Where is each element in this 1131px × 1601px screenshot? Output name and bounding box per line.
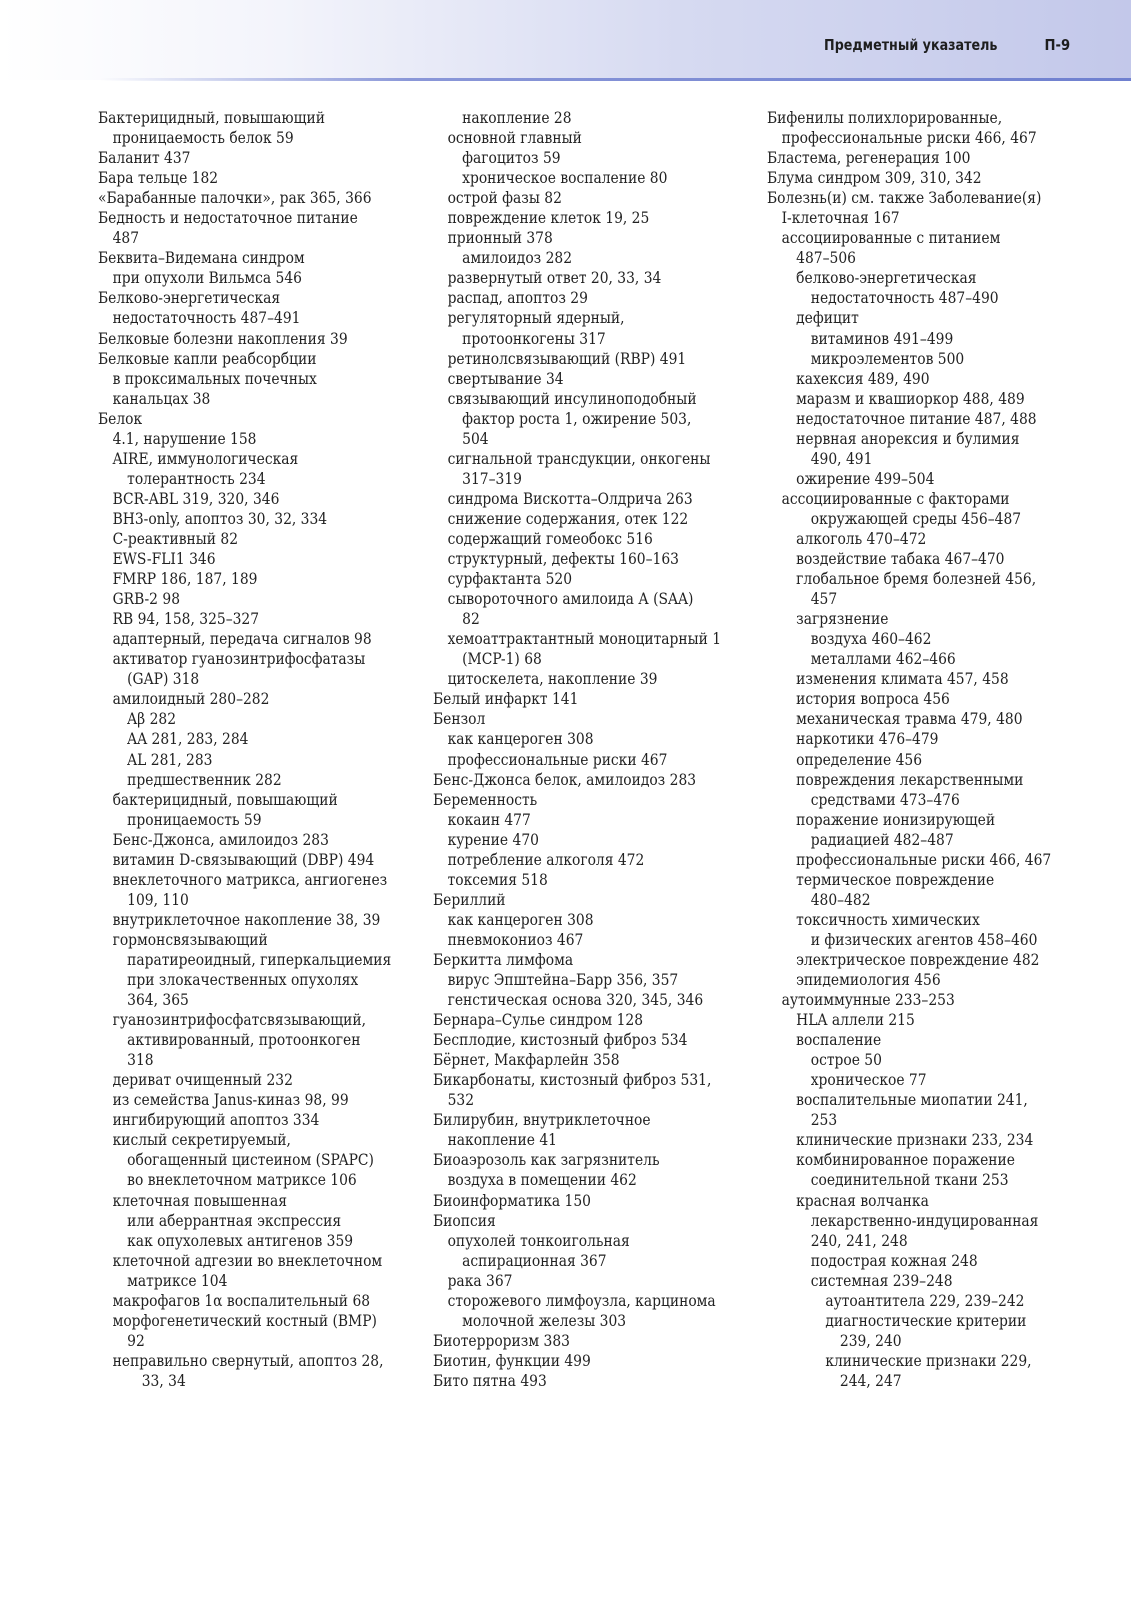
index-entry: механическая травма 479, 480 — [796, 710, 1023, 729]
index-entry: Бара тельце 182 — [98, 169, 219, 188]
index-entry: токсичность химических — [796, 910, 980, 929]
index-entry: как канцероген 308 — [447, 910, 594, 929]
index-entry: 4.1, нарушение 158 — [112, 429, 257, 448]
index-entry: витаминов 491–499 — [810, 329, 954, 348]
index-entry: Бифенилы полихлорированные, — [767, 109, 1003, 127]
index-entry: микроэлементов 500 — [810, 349, 965, 368]
index-entry: ассоциированные с факторами — [781, 489, 1010, 508]
index-entry: 239, 240 — [839, 1331, 902, 1350]
index-entry: канальцах 38 — [112, 389, 211, 408]
index-entry: клеточная повышенная — [112, 1191, 287, 1210]
index-entry: активированный, протоонкоген — [127, 1031, 361, 1050]
index-entry: Белковые болезни накопления 39 — [98, 329, 348, 348]
index-entry: аутоиммунные 233–253 — [781, 991, 955, 1010]
index-entry: дефицит — [796, 309, 859, 328]
index-entry: ожирение 499–504 — [796, 469, 935, 488]
index-entry: клеточной адгезии во внеклеточном — [112, 1251, 383, 1270]
index-entry: Биопсия — [433, 1211, 496, 1230]
index-entry: 92 — [127, 1331, 145, 1350]
index-entry: дериват очищенный 232 — [112, 1071, 293, 1090]
index-entry: клинические признаки 233, 234 — [796, 1131, 1034, 1150]
index-entry: 457 — [810, 590, 838, 609]
page-number: П-9 — [1044, 36, 1070, 54]
index-entry: Бериллий — [433, 890, 506, 909]
index-entry: Биоинформатика 150 — [433, 1191, 591, 1210]
index-entry: гуанозинтрифосфатсвязывающий, — [112, 1011, 367, 1030]
index-entry: эпидемиология 456 — [796, 971, 941, 990]
index-entry: комбинированное поражение — [796, 1151, 1015, 1170]
index-entry: ассоциированные с питанием — [781, 229, 1001, 248]
index-entry: Беркитта лимфома — [433, 950, 574, 969]
index-entry: 253 — [810, 1111, 838, 1130]
index-entry: Бедность и недостаточное питание — [98, 209, 358, 228]
index-entry: воздуха в помещении 462 — [447, 1171, 637, 1190]
index-entry: распад, апоптоз 29 — [447, 289, 588, 308]
index-entry: Биотерроризм 383 — [433, 1331, 570, 1350]
index-entry: маразм и квашиоркор 488, 489 — [796, 389, 1025, 408]
index-entry: 490, 491 — [810, 449, 873, 468]
index-column-1 — [98, 108, 420, 1391]
index-entry: поражение ионизирующей — [796, 810, 996, 829]
index-entry: определение 456 — [796, 750, 923, 769]
index-entry: и физических агентов 458–460 — [810, 930, 1038, 949]
index-entry: ретинолсвязывающий (RBP) 491 — [447, 349, 687, 368]
index-entry: (MCP-1) 68 — [462, 650, 542, 669]
index-entry: Билирубин, внутриклеточное — [433, 1111, 651, 1130]
index-entry: красная волчанка — [796, 1191, 929, 1210]
index-entry: фактор роста 1, ожирение 503, — [462, 409, 692, 428]
index-entry: Бёрнет, Макфарлейн 358 — [433, 1051, 620, 1070]
index-entry: молочной железы 303 — [462, 1311, 627, 1330]
index-entry: Бесплодие, кистозный фиброз 534 — [433, 1031, 688, 1050]
index-entry: прионный 378 — [447, 229, 553, 248]
index-entry: протоонкогены 317 — [462, 329, 606, 348]
index-entry: содержащий гомеобокс 516 — [447, 529, 653, 548]
index-entry: EWS-FLI1 346 — [112, 550, 216, 569]
index-entry: средствами 473–476 — [810, 790, 960, 809]
index-entry: активатор гуанозинтрифосфатазы — [112, 650, 366, 669]
index-entry: 504 — [462, 429, 489, 448]
index-entry: курение 470 — [447, 830, 539, 849]
index-entry: регуляторный ядерный, — [447, 309, 625, 328]
index-entry: воспаление — [796, 1031, 882, 1050]
index-entry: термическое повреждение — [796, 870, 995, 889]
index-entry: Белково-энергетическая — [98, 289, 281, 308]
index-entry: Aβ 282 — [127, 710, 177, 729]
index-entry: матриксе 104 — [127, 1271, 228, 1290]
index-entry: Бактерицидный, повышающий — [98, 109, 325, 127]
index-entry: Биоаэрозоль как загрязнитель — [433, 1151, 660, 1170]
index-entry: внеклеточного матрикса, ангиогенез — [112, 870, 388, 889]
index-entry: в проксимальных почечных — [112, 369, 317, 388]
index-entry: кислый секретируемый, — [112, 1131, 291, 1150]
index-entry: как канцероген 308 — [447, 730, 594, 749]
index-entry: изменения климата 457, 458 — [796, 670, 1009, 689]
index-entry: клинические признаки 229, — [825, 1351, 1032, 1370]
index-column-3 — [767, 108, 1089, 1391]
index-entry: кокаин 477 — [447, 810, 531, 829]
index-entry: снижение содержания, отек 122 — [447, 509, 689, 528]
index-entry: 532 — [447, 1091, 475, 1110]
index-entry: AA 281, 283, 284 — [127, 730, 249, 749]
index-entry: окружающей среды 456–487 — [810, 509, 1022, 528]
index-entry: цитоскелета, накопление 39 — [447, 670, 658, 689]
index-entry: воздействие табака 467–470 — [796, 550, 1005, 569]
index-entry: ингибирующий апоптоз 334 — [112, 1111, 320, 1130]
index-entry: FMRP 186, 187, 189 — [112, 570, 258, 589]
index-entry: синдрома Вискотта–Олдрича 263 — [447, 489, 693, 508]
index-entry: GRB-2 98 — [112, 590, 181, 609]
index-entry: токсемия 518 — [447, 870, 548, 889]
index-entry: повреждения лекарственными — [796, 770, 1024, 789]
index-entry: амилоидный 280–282 — [112, 690, 270, 709]
index-entry: потребление алкоголя 472 — [447, 850, 645, 869]
index-entry: недостаточность 487–490 — [810, 289, 999, 308]
index-entry: внутриклеточное накопление 38, 39 — [112, 910, 381, 929]
index-entry: сторожевого лимфоузла, карцинома — [447, 1291, 716, 1310]
index-entry: нервная анорексия и булимия — [796, 429, 1020, 448]
index-entry: генстическая основа 320, 345, 346 — [447, 991, 704, 1010]
index-entry: развернутый ответ 20, 33, 34 — [447, 269, 662, 288]
index-entry: радиацией 482–487 — [810, 830, 954, 849]
index-entry: профессиональные риски 467 — [447, 750, 668, 769]
index-entry: «Барабанные палочки», рак 365, 366 — [98, 189, 372, 208]
index-entry: из семейства Janus-киназ 98, 99 — [112, 1091, 349, 1110]
index-entry: недостаточное питание 487, 488 — [796, 409, 1037, 428]
index-entry: фагоцитоз 59 — [462, 149, 561, 168]
index-entry: алкоголь 470–472 — [796, 529, 927, 548]
index-entry: профессиональные риски 466, 467 — [796, 850, 1052, 869]
index-entry: 240, 241, 248 — [810, 1231, 908, 1250]
index-entry: бактерицидный, повышающий — [112, 790, 338, 809]
index-entry: 33, 34 — [141, 1371, 186, 1390]
index-entry: амилоидоз 282 — [462, 249, 573, 268]
index-entry: подострая кожная 248 — [810, 1251, 978, 1270]
index-entry: Бикарбонаты, кистозный фиброз 531, — [433, 1071, 712, 1090]
index-entry: Бенс-Джонса белок, амилоидоз 283 — [433, 770, 697, 789]
index-entry: накопление 28 — [462, 109, 572, 127]
index-entry: аутоантитела 229, 239–242 — [825, 1291, 1025, 1310]
index-entry: 318 — [127, 1051, 154, 1070]
index-entry: 109, 110 — [127, 890, 189, 909]
index-entry: опухолей тонкоигольная — [447, 1231, 630, 1250]
index-entry: толерантность 234 — [127, 469, 266, 488]
index-entry: сигнальной трансдукции, онкогены — [447, 449, 711, 468]
index-entry: неправильно свернутый, апоптоз 28, — [112, 1351, 384, 1370]
index-entry: Белый инфаркт 141 — [433, 690, 579, 709]
index-entry: BCR-ABL 319, 320, 346 — [112, 489, 280, 508]
index-entry: во внеклеточном матриксе 106 — [127, 1171, 357, 1190]
index-entry: HLA аллели 215 — [796, 1011, 915, 1030]
index-entry: Беременность — [433, 790, 538, 809]
index-entry: лекарственно-индуцированная — [810, 1211, 1039, 1230]
index-entry: свертывание 34 — [447, 369, 564, 388]
index-entry: 487 — [112, 229, 140, 248]
index-entry: хроническое 77 — [810, 1071, 927, 1090]
index-entry: накопление 41 — [447, 1131, 557, 1150]
index-entry: острое 50 — [810, 1051, 882, 1070]
index-entry: связывающий инсулиноподобный — [447, 389, 697, 408]
index-entry: гормонсвязывающий — [112, 930, 268, 949]
index-entry: витамин D-связывающий (DBP) 494 — [112, 850, 375, 869]
index-entry: воспалительные миопатии 241, — [796, 1091, 1028, 1110]
index-entry: адаптерный, передача сигналов 98 — [112, 630, 372, 649]
index-entry: паратиреоидный, гиперкальциемия — [127, 950, 392, 969]
index-entry: диагностические критерии — [825, 1311, 1027, 1330]
index-entry: морфогенетический костный (BMP) — [112, 1311, 377, 1330]
index-entry: основной главный — [447, 129, 582, 148]
index-entry: повреждение клеток 19, 25 — [447, 209, 650, 228]
index-entry: 82 — [462, 610, 480, 629]
index-entry: Бернара–Сулье синдром 128 — [433, 1011, 644, 1030]
index-entry: Блума синдром 309, 310, 342 — [767, 169, 982, 188]
index-entry: С-реактивный 82 — [112, 529, 239, 548]
index-entry: история вопроса 456 — [796, 690, 950, 709]
index-entry: Белок — [98, 409, 143, 428]
index-entry: острой фазы 82 — [447, 189, 562, 208]
index-entry: сывороточного амилоида А (SAA) — [447, 590, 694, 609]
header-rule — [100, 78, 1131, 81]
index-entry: 487–506 — [796, 249, 856, 268]
index-entry: системная 239–248 — [810, 1271, 953, 1290]
index-entry: глобальное бремя болезней 456, — [796, 570, 1037, 589]
index-entry: I-клеточная 167 — [781, 209, 900, 228]
index-entry: хемоаттрактантный моноцитарный 1 — [447, 630, 722, 649]
index-entry: рака 367 — [447, 1271, 513, 1290]
index-entry: Беквита–Видемана синдром — [98, 249, 305, 268]
index-entry: как опухолевых антигенов 359 — [127, 1231, 354, 1250]
index-entry: проницаемость 59 — [127, 810, 262, 829]
index-entry: пневмокониоз 467 — [447, 930, 584, 949]
index-entry: недостаточность 487–491 — [112, 309, 301, 328]
index-entry: при опухоли Вильмса 546 — [112, 269, 303, 288]
index-entry: наркотики 476–479 — [796, 730, 939, 749]
index-entry: 317–319 — [462, 469, 522, 488]
index-entry: металлами 462–466 — [810, 650, 956, 669]
index-entry: Бензол — [433, 710, 486, 729]
index-entry: Болезнь(и) см. также Заболевание(я) — [767, 189, 1042, 208]
index-entry: воздуха 460–462 — [810, 630, 932, 649]
index-entry: профессиональные риски 466, 467 — [781, 129, 1037, 148]
index-entry: хроническое воспаление 80 — [462, 169, 668, 188]
index-entry: или аберрантная экспрессия — [127, 1211, 342, 1230]
index-entry: Бластема, регенерация 100 — [767, 149, 971, 168]
index-entry: Бенс-Джонса, амилоидоз 283 — [112, 830, 329, 849]
index-entry: кахексия 489, 490 — [796, 369, 930, 388]
index-entry: электрическое повреждение 482 — [796, 950, 1040, 969]
index-entry: загрязнение — [796, 610, 889, 629]
index-entry: предшественник 282 — [127, 770, 282, 789]
index-column-2 — [433, 108, 755, 1391]
index-entry: соединительной ткани 253 — [810, 1171, 1009, 1190]
index-entry: Белковые капли реабсорбции — [98, 349, 317, 368]
index-entry: обогащенный цистеином (SPAPC) — [127, 1151, 374, 1170]
running-header-title: Предметный указатель — [823, 36, 997, 54]
index-entry: сурфактанта 520 — [447, 570, 573, 589]
index-entry: при злокачественных опухолях — [127, 971, 359, 990]
index-entry: AIRE, иммунологическая — [112, 449, 299, 468]
index-entry: RB 94, 158, 325–327 — [112, 610, 260, 629]
index-entry: аспирационная 367 — [462, 1251, 607, 1270]
index-entry: BH3-only, апоптоз 30, 32, 334 — [112, 509, 328, 528]
index-entry: Биотин, функции 499 — [433, 1351, 591, 1370]
index-entry: 480–482 — [810, 890, 871, 909]
index-entry: макрофагов 1α воспалительный 68 — [112, 1291, 371, 1310]
index-entry: вирус Эпштейна–Барр 356, 357 — [447, 971, 679, 990]
index-entry: 244, 247 — [839, 1371, 902, 1390]
index-entry: структурный, дефекты 160–163 — [447, 550, 679, 569]
index-entry: (GAP) 318 — [127, 670, 200, 689]
index-entry: белково-энергетическая — [796, 269, 977, 288]
index-entry: Бито пятна 493 — [433, 1371, 547, 1390]
index-entry: AL 281, 283 — [127, 750, 213, 769]
index-entry: Баланит 437 — [98, 149, 191, 168]
index-entry: 364, 365 — [127, 991, 189, 1010]
index-entry: проницаемость белок 59 — [112, 129, 294, 148]
